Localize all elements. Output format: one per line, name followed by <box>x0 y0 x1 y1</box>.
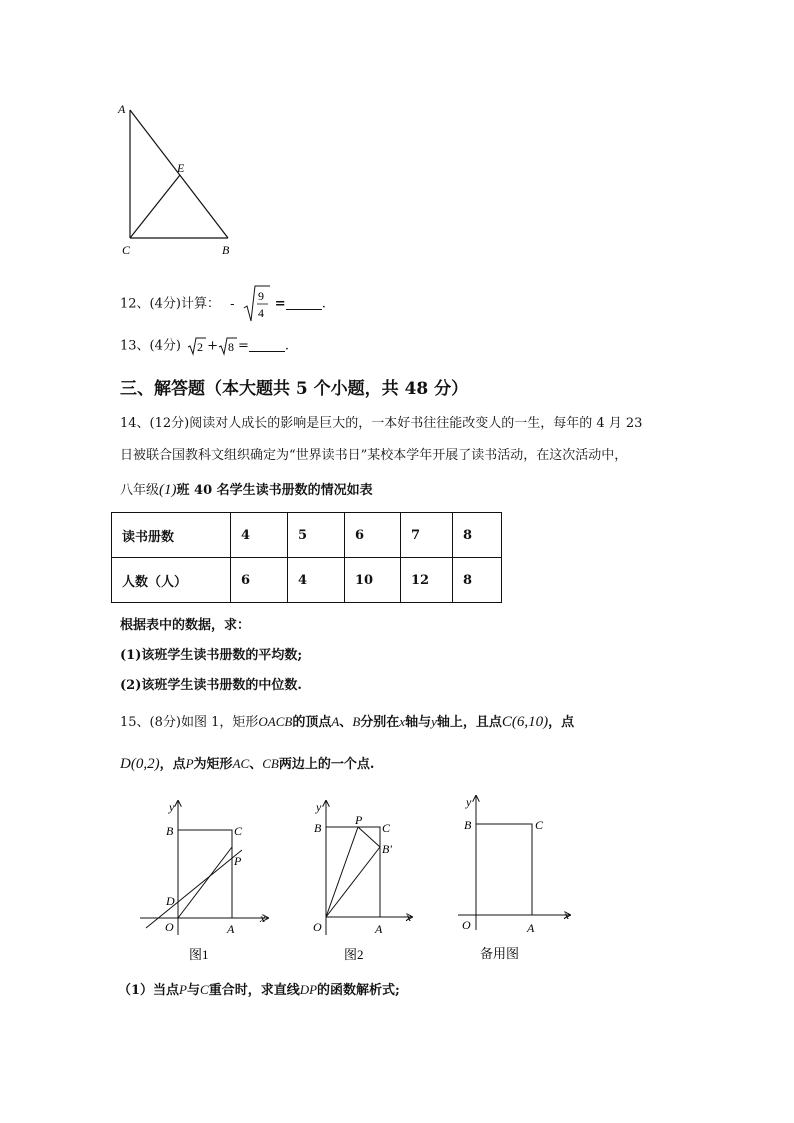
fig1-d: D <box>166 894 175 908</box>
fig2-caption: 图2 <box>344 947 364 962</box>
fig3-a: A <box>527 921 535 935</box>
section-3-title: 三、解答题（本大题共 5 个小题，共 48 分） <box>120 379 469 399</box>
q12-prefix: 12、(4分)计算： <box>120 296 220 312</box>
q15-math: P <box>185 756 194 771</box>
q15-sub1-math: P <box>179 982 187 997</box>
reading-table <box>111 512 502 603</box>
table-cell: 12 <box>401 558 453 603</box>
fig3-y: y <box>466 795 472 809</box>
fig2-x: x <box>406 910 412 924</box>
fig1-caption: 图1 <box>189 947 209 962</box>
q13-blank <box>249 337 285 352</box>
q15-text: 为矩形 <box>193 757 233 772</box>
fig2-c: C <box>382 821 391 835</box>
triangle-figure <box>112 96 242 261</box>
table-cell: 8 <box>453 558 502 603</box>
fig1-b: B <box>166 824 174 838</box>
q13-suffix: . <box>284 338 290 354</box>
q15-text: ，点 <box>159 757 186 772</box>
q15-text: 的顶点 <box>292 715 332 730</box>
q14-after-table: 根据表中的数据，求： <box>120 618 251 633</box>
fig3-caption: 备用图 <box>480 946 520 961</box>
q15-sub1-math: DP <box>299 982 318 997</box>
q12-blank <box>286 295 322 310</box>
q15-math: AC <box>232 756 250 771</box>
q15-text: 、 <box>249 757 263 772</box>
q13-radicand-1: 2 <box>197 340 204 354</box>
q15-sub1-text: 与 <box>187 983 201 998</box>
q14-line-3-post: 班 40 名学生读书册数的情况如表 <box>176 483 373 498</box>
fig1-a: A <box>227 922 235 936</box>
table-cell: 10 <box>345 558 401 603</box>
q15-text: 15、(8分)如图 1，矩形 <box>120 715 259 730</box>
fig2-bprime: B′ <box>382 842 392 856</box>
table-cell: 人数（人） <box>112 558 231 603</box>
q15-sub-1 <box>118 980 400 1001</box>
figure-2 <box>300 795 430 965</box>
fig1-o: O <box>165 920 174 934</box>
q15-text: 、 <box>339 715 353 730</box>
q13-sqrt-2 <box>187 336 207 356</box>
fig2-p: P <box>355 813 363 827</box>
q14-line-3 <box>120 480 373 501</box>
q15-math: A <box>331 714 340 729</box>
fig2-b: B <box>314 821 322 835</box>
fig1-c: C <box>234 824 243 838</box>
q14-line-1: 14、(12分)阅读对人成长的影响是巨大的，一本好书往往能改变人的一生，每年的 4 月 23 <box>120 416 643 431</box>
q15-math: y <box>431 714 437 729</box>
table-cell: 读书册数 <box>112 513 231 558</box>
question-12 <box>120 284 326 324</box>
figure-1 <box>140 795 275 965</box>
q12-denominator: 4 <box>257 306 264 320</box>
q12-sqrt-fraction <box>243 284 271 324</box>
q14-line-3-pre: 八年级 <box>120 483 160 498</box>
table-row <box>112 513 502 558</box>
table-cell: 4 <box>231 513 288 558</box>
q15-math: x <box>399 714 406 729</box>
fig1-y: y <box>169 800 175 814</box>
q13-sqrt-8 <box>218 336 238 356</box>
q15-text: 两边上的一个点. <box>278 757 375 772</box>
question-13 <box>120 336 289 357</box>
q13-radicand-2: 8 <box>228 340 235 354</box>
q15-sub1-math: C <box>200 982 209 997</box>
fig3-b: B <box>464 818 472 832</box>
q15-math: B <box>352 714 361 729</box>
fig2-y: y <box>316 800 322 814</box>
q12-numerator: 9 <box>257 289 264 303</box>
q14-sub-1: (1)该班学生读书册数的平均数; <box>120 648 303 663</box>
figure-3-backup <box>450 790 580 965</box>
fig1-x: x <box>260 911 266 925</box>
fig3-o: O <box>462 918 471 932</box>
q15-text: 轴上，且点 <box>436 715 502 730</box>
q15-text: 轴与 <box>405 715 432 730</box>
q15-math: D(0,2) <box>120 756 160 772</box>
table-row <box>112 558 502 603</box>
fig3-c: C <box>535 818 544 832</box>
q15-sub1-text: 重合时，求直线 <box>208 983 300 998</box>
table-cell: 6 <box>231 558 288 603</box>
table-cell: 5 <box>288 513 345 558</box>
table-cell: 6 <box>345 513 401 558</box>
fig2-o: O <box>313 920 322 934</box>
q15-text: ，点 <box>548 715 575 730</box>
table-cell: 7 <box>401 513 453 558</box>
label-a: A <box>118 102 126 116</box>
q14-class-number: (1) <box>159 482 177 498</box>
q12-minus: - <box>230 296 235 312</box>
q15-sub1-text: 的函数解析式; <box>317 983 400 998</box>
q15-text: 分别在 <box>360 715 400 730</box>
q15-math: OACB <box>258 714 293 729</box>
q15-math: C(6,10) <box>501 714 549 730</box>
label-b: B <box>222 243 230 257</box>
q15-line-2 <box>120 754 374 775</box>
q12-equals: = <box>274 296 286 312</box>
label-c: C <box>122 243 131 257</box>
table-cell: 8 <box>453 513 502 558</box>
label-e: E <box>177 161 185 175</box>
q15-sub1-text: （1）当点 <box>118 983 180 998</box>
q13-plus: + <box>207 338 219 354</box>
q13-equals: = <box>238 338 249 354</box>
table-cell: 4 <box>288 558 345 603</box>
q15-math: CB <box>262 756 279 771</box>
q14-sub-2: (2)该班学生读书册数的中位数. <box>120 678 302 693</box>
q13-prefix: 13、(4分) <box>120 338 181 354</box>
fig2-a: A <box>375 922 383 936</box>
q12-suffix: . <box>321 296 326 312</box>
fig1-p: P <box>234 854 242 868</box>
q14-line-2: 日被联合国教科文组织确定为“世界读书日”某校本学年开展了读书活动，在这次活动中， <box>120 448 628 463</box>
q15-line-1 <box>120 712 574 733</box>
fig3-x: x <box>564 908 570 922</box>
